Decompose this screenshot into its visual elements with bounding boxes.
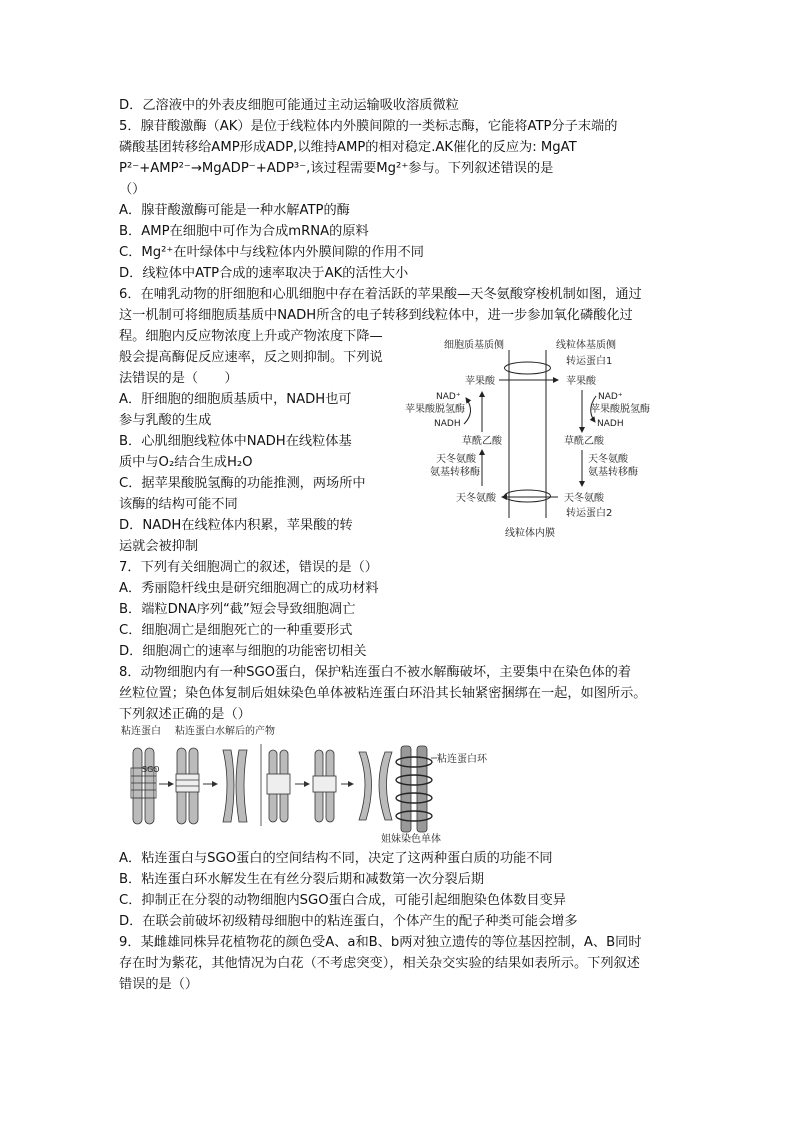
malate-right-label: 苹果酸 [566,376,596,387]
q8-option-c: C．抑制正在分裂的动物细胞内SGO蛋白合成，可能引起细胞染色体数目变异 [119,893,566,908]
q7-stem: 7．下列有关细胞凋亡的叙述，错误的是（） [119,560,378,575]
q5-option-b: B．AMP在细胞中可作为合成mRNA的原料 [119,224,369,239]
q6-option-c-cont: 该酶的结构可能不同 [119,497,238,512]
cohesin-label: 粘连蛋白 [121,726,161,737]
q6-option-a: A．肝细胞的细胞质基质中，NADH也可 [119,392,352,407]
transporter1-label: 转运蛋白1 [566,356,613,367]
chromosome-4 [267,750,290,822]
cohesin-product-label: 粘连蛋白水解后的产物 [175,726,275,737]
inner-membrane-label: 线粒体内膜 [505,528,555,539]
matrix-side-label: 线粒体基质侧 [556,340,616,351]
q7-option-a: A．秀丽隐杆线虫是研究细胞凋亡的成功材料 [119,581,379,596]
chromosome-5 [313,750,336,822]
malate-aspartate-shuttle-figure [398,336,670,546]
q6-stem-line4: 般会提高酶促反应速率，反之则抑制。下列说 [119,350,383,365]
q8-stem-line2: 丝粒位置；染色体复制后姐妹染色单体被粘连蛋白环沿其长轴紧密捆绑在一起，如图所示。 [119,686,647,701]
q8-option-d: D．在联会前破坏初级精母细胞中的粘连蛋白，个体产生的配子种类可能会增多 [119,914,578,929]
asp-right-label: 天冬氨酸 [564,493,604,504]
q7-option-d: D．细胞凋亡的速率与细胞的功能密切相关 [119,644,367,659]
q6-stem-line2: 这一机制可将细胞质基质中NADH所含的电子转移到线粒体中，进一步参加氧化磷酸化过 [119,308,633,323]
chromosome-1 [131,748,156,824]
transporter2-label: 转运蛋白2 [566,508,613,519]
sister-chromatid-label: 姐妹染色单体 [381,834,441,845]
chromosome-2 [176,748,199,824]
cohesin-ring-detail [396,746,432,832]
q6-option-b: B．心肌细胞线粒体中NADH在线粒体基 [119,434,352,449]
oaa-left-label: 草酰乙酸 [462,436,502,447]
oaa-right-label: 草酰乙酸 [564,436,604,447]
chromosome-3 [223,750,247,822]
q6-stem-line3: 程。细胞内反应物浓度上升或产物浓度下降— [119,329,383,344]
q6-stem-line1: 6．在哺乳动物的肝细胞和心肌细胞中存在着活跃的苹果酸—天冬氨酸穿梭机制如图，通过 [119,287,642,302]
cohesin-sgo-figure [119,722,487,846]
ast-enzyme-right-1: 天冬氨酸 [588,454,628,465]
q6-option-a-cont: 参与乳酸的生成 [119,413,212,428]
mdh-right-label: 苹果酸脱氢酶 [590,404,650,415]
q8-stem-line1: 8．动物细胞内有一种SGO蛋白，保护粘连蛋白不被水解酶破坏，主要集中在染色体的着 [119,665,632,680]
q5-answer-blank: （） [119,182,146,197]
q9-stem-line2: 存在时为紫花，其他情况为白花（不考虑突变），相关杂交实验的结果如表所示。下列叙述 [119,956,640,971]
nadh-right-label: NADH [597,419,624,429]
nadh-left-label: NADH [434,419,461,429]
q5-option-a: A．腺苷酸激酶可能是一种水解ATP的酶 [119,203,350,218]
q9-stem-line1: 9．某雌雄同株异花植物花的颜色受A、a和B、b两对独立遗传的等位基因控制，A、B同时 [119,935,642,950]
q6-option-b-cont: 质中与O₂结合生成H₂O [119,455,253,470]
q5-stem-line2: 磷酸基团转移给AMP形成ADP,以维持AMP的相对稳定.AK催化的反应为: MgAT [119,140,577,155]
cytosol-side-label: 细胞质基质侧 [444,340,504,351]
q6-stem-line5: 法错误的是（ ） [119,371,238,386]
q6-option-d-cont: 运就会被抑制 [119,539,199,554]
q5-option-c: C．Mg²⁺在叶绿体中与线粒体内外膜间隙的作用不同 [119,245,424,260]
q6-option-d: D．NADH在线粒体内积累，苹果酸的转 [119,518,353,533]
ast-enzyme-left-2: 氨基转移酶 [430,467,480,478]
ast-enzyme-right-2: 氨基转移酶 [588,467,638,478]
q9-stem-line3: 错误的是（） [119,977,199,992]
sgo-label: SGO [142,765,160,774]
q4-option-d: D．乙溶液中的外表皮细胞可能通过主动运输吸收溶质微粒 [119,98,459,113]
q8-option-a: A．粘连蛋白与SGO蛋白的空间结构不同，决定了这两种蛋白质的功能不同 [119,851,553,866]
chromosome-6 [359,752,392,820]
q6-option-c: C．据苹果酸脱氢酶的功能推测，两场所中 [119,476,366,491]
malate-left-label: 苹果酸 [465,376,495,387]
q7-option-c: C．细胞凋亡是细胞死亡的一种重要形式 [119,623,353,638]
q8-option-b: B．粘连蛋白环水解发生在有丝分裂后期和减数第一次分裂后期 [119,872,485,887]
nad-right-label: NAD⁺ [598,392,623,402]
cohesin-ring-label: 粘连蛋白环 [437,754,487,765]
transporter2-oval [505,490,551,502]
transporter1-oval [505,362,551,374]
mdh-left-label: 苹果酸脱氢酶 [405,404,465,415]
q5-stem-line1: 5．腺苷酸激酶（AK）是位于线粒体内外膜间隙的一类标志酶，它能将ATP分子末端的 [119,119,618,134]
ast-enzyme-left-1: 天冬氨酸 [436,454,476,465]
nad-left-label: NAD⁺ [436,392,461,402]
q7-option-b: B．端粒DNA序列“截”短会导致细胞凋亡 [119,602,356,617]
q8-stem-line3: 下列叙述正确的是（） [119,707,251,722]
q5-stem-line3: P²⁻+AMP²⁻→MgADP⁻+ADP³⁻,该过程需要Mg²⁺参与。下列叙述错误的是 [119,161,554,176]
asp-left-label: 天冬氨酸 [456,493,496,504]
q5-option-d: D．线粒体中ATP合成的速率取决于AK的活性大小 [119,266,409,281]
